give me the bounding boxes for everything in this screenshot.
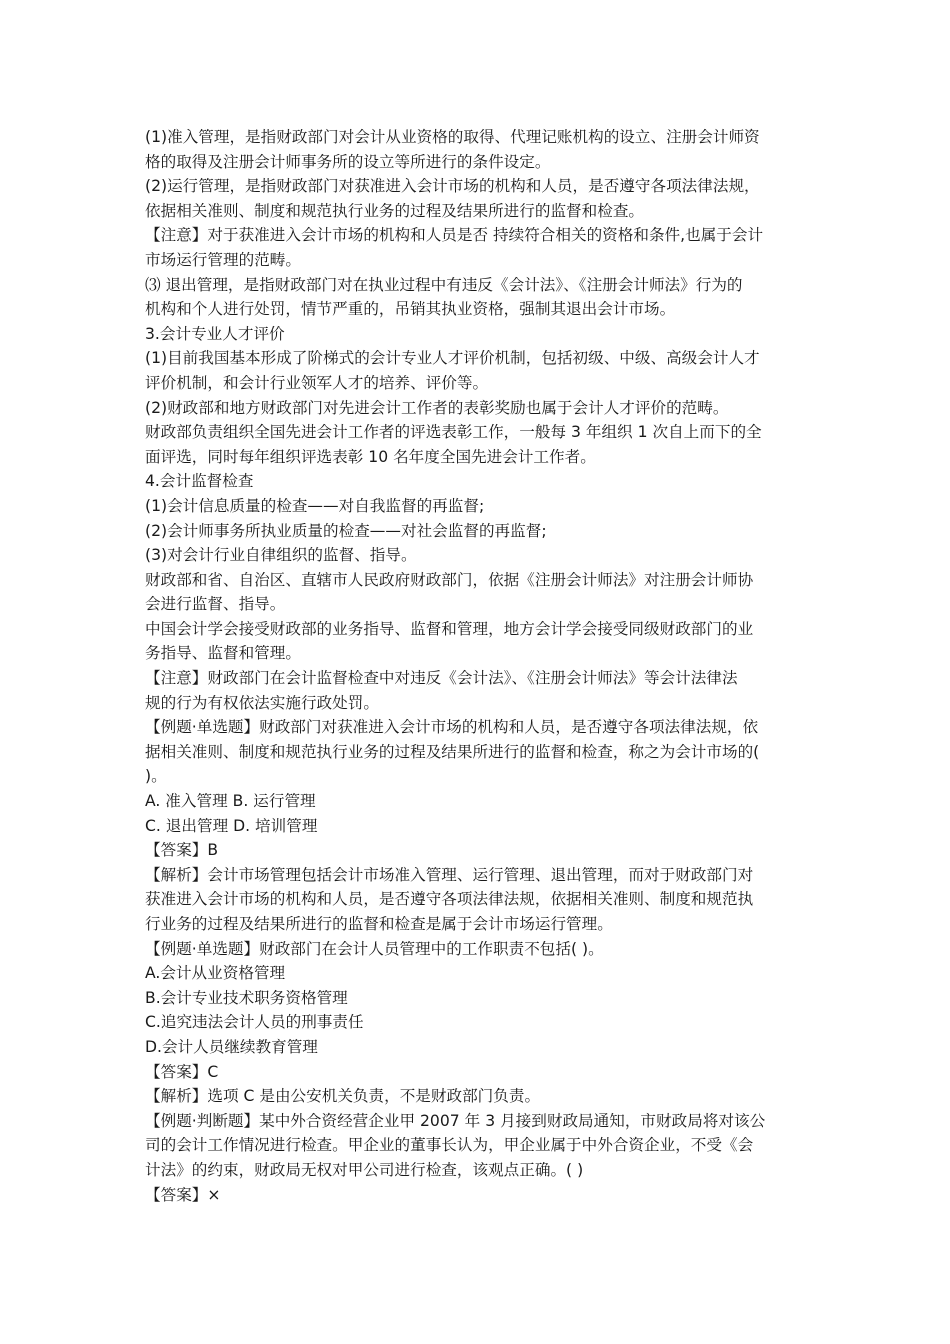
- analysis-line: 【解析】选项 C 是由公安机关负责，不是财政部门负责。: [145, 1087, 541, 1106]
- text-line: 依据相关准则、制度和规范执行业务的过程及结果所进行的监督和检查。: [145, 201, 645, 220]
- text-line: 规的行为有权依法实施行政处罚。: [145, 693, 379, 712]
- text-line: (1)准入管理，是指财政部门对会计从业资格的取得、代理记账机构的设立、注册会计师资: [145, 128, 760, 146]
- option-line: A. 准入管理 B. 运行管理: [145, 792, 316, 811]
- text-line: 【注意】财政部门在会计监督检查中对违反《会计法》、《注册会计师法》等会计法律法: [145, 669, 738, 688]
- answer-line: 【答案】C: [145, 1062, 219, 1081]
- option-line: B.会计专业技术职务资格管理: [145, 988, 348, 1007]
- text-line: 机构和个人进行处罚，情节严重的，吊销其执业资格，强制其退出会计市场。: [145, 300, 676, 319]
- analysis-line: 行业务的过程及结果所进行的监督和检查是属于会计市场运行管理。: [145, 915, 613, 933]
- text-line: (2)会计师事务所执业质量的检查——对社会监督的再监督;: [145, 521, 547, 540]
- answer-line: 【答案】×: [145, 1185, 221, 1204]
- text-line: (2)运行管理，是指财政部门对获准进入会计市场的机构和人员，是否遵守各项法律法规，: [145, 177, 760, 196]
- text-line: 格的取得及注册会计师事务所的设立等所进行的条件设定。: [145, 152, 551, 171]
- analysis-line: 【解析】会计市场管理包括会计市场准入管理、运行管理、退出管理，而对于财政部门对: [145, 865, 754, 884]
- text-line: 务指导、监督和管理。: [145, 644, 301, 663]
- text-line: 【注意】对于获准进入会计市场的机构和人员是否 持续符合相关的资格和条件,也属于会计: [145, 226, 764, 245]
- text-line: (1)会计信息质量的检查——对自我监督的再监督;: [145, 496, 485, 515]
- text-line: 中国会计学会接受财政部的业务指导、监督和管理，地方会计学会接受同级财政部门的业: [145, 619, 754, 638]
- question-line: 【例题·单选题】财政部门对获准进入会计市场的机构和人员，是否遵守各项法律法规，依: [145, 718, 759, 737]
- text-line: (1)目前我国基本形成了阶梯式的会计专业人才评价机制，包括初级、中级、高级会计人才: [145, 349, 760, 368]
- option-line: C. 退出管理 D. 培训管理: [145, 816, 318, 835]
- question-line: 司的会计工作情况进行检查。甲企业的董事长认为，甲企业属于中外合资企业，不受《会: [145, 1136, 754, 1155]
- section-heading: 3.会计专业人才评价: [145, 324, 285, 343]
- text-line: 财政部和省、自治区、直辖市人民政府财政部门，依据《注册会计师法》对注册会计师协: [145, 570, 754, 589]
- option-line: A.会计从业资格管理: [145, 964, 286, 983]
- question-line: 据相关准则、制度和规范执行业务的过程及结果所进行的监督和检查，称之为会计市场的(: [145, 742, 760, 761]
- section-heading: 4.会计监督检查: [145, 472, 254, 491]
- option-line: C.追究违法会计人员的刑事责任: [145, 1013, 364, 1032]
- text-line: 财政部负责组织全国先进会计工作者的评选表彰工作，一般每 3 年组织 1 次自上而下的全: [145, 423, 762, 442]
- text-line: ⑶ 退出管理，是指财政部门对在执业过程中有违反《会计法》、《注册会计师法》行为的: [145, 275, 743, 294]
- document-body: [145, 125, 809, 1207]
- answer-line: 【答案】B: [145, 841, 219, 860]
- text-line: 会进行监督、指导。: [145, 595, 286, 614]
- question-line: )。: [145, 767, 167, 786]
- option-line: D.会计人员继续教育管理: [145, 1037, 318, 1056]
- analysis-line: 获准进入会计市场的机构和人员，是否遵守各项法律法规，依据相关准则、制度和规范执: [145, 890, 754, 909]
- text-line: 面评选，同时每年组织评选表彰 10 名年度全国先进会计工作者。: [145, 447, 596, 466]
- text-line: 评价机制，和会计行业领军人才的培养、评价等。: [145, 373, 489, 392]
- text-line: (2)财政部和地方财政部门对先进会计工作者的表彰奖励也属于会计人才评价的范畴。: [145, 398, 729, 417]
- question-line: 【例题·单选题】财政部门在会计人员管理中的工作职责不包括( )。: [145, 939, 604, 958]
- text-line: 市场运行管理的范畴。: [145, 250, 301, 269]
- question-line: 计法》的约束，财政局无权对甲公司进行检查，该观点正确。( ): [145, 1160, 584, 1179]
- text-line: (3)对会计行业自律组织的监督、指导。: [145, 546, 417, 565]
- question-line: 【例题·判断题】某中外合资经营企业甲 2007 年 3 月接到财政局通知，市财政局将对该公: [145, 1111, 766, 1130]
